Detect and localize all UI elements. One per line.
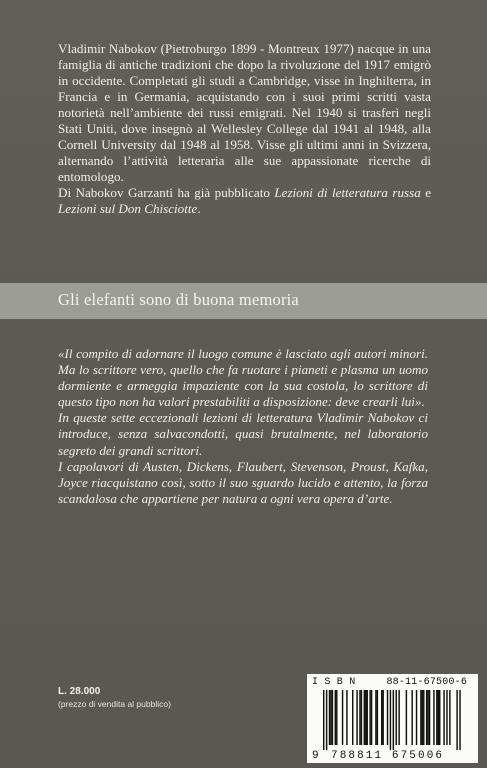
barcode-bar: [390, 690, 391, 750]
barcode-bar: [423, 690, 424, 745]
barcode-bar: [420, 690, 421, 745]
ean-first-digit: 9: [312, 750, 319, 762]
barcode-bar: [411, 690, 412, 745]
barcode-bar: [459, 690, 460, 750]
biography-text: Vladimir Nabokov (Pietroburgo 1899 - Montreux 1977) nacque in una famiglia di antiche tradizioni che dopo la rivoluzione del 1917 emigrò in occidente. Completati gli studi a Cambridge, visse in Inghilterra, in Francia e in Germania, acquistando con i suoi primi scritti vasta notorietà nell’ambiente dei russi emigrati. Nel 1940 si trasferì negli Stati Uniti, dove insegnò al Wellesley College dal 1941 al 1948, alla Cornell University dal 1948 al 1958. Visse gli ultimi anni in Svizzera, alternando l’attività letteraria alle sue appassionate ricerche di entomologo.: [58, 41, 431, 184]
isbn-number: 88-11-67500-6: [386, 677, 468, 688]
barcode-bar: [329, 690, 330, 745]
barcode-bar: [446, 690, 447, 745]
barcode-bar: [332, 690, 333, 745]
barcode-bar: [359, 690, 360, 745]
blurb-quote: «Il compito di adornare il luogo comune è lasciato agli autori minori. Ma lo scrittore vero, quello che fa ruotare i pianeti e plasma un uomo dormiente e armeggia impaziente con la sua costola, lo scrittore di questo tipo non ha valori prestabiliti a disposizione: deve crearli lui».: [58, 346, 428, 410]
barcode-bar: [335, 690, 336, 745]
barcode-bar: [356, 690, 357, 745]
barcode-bar: [367, 690, 368, 745]
barcode-bar: [439, 690, 440, 745]
barcode-bar: [375, 690, 376, 745]
barcode-bar: [456, 690, 457, 750]
ean-barcode: [323, 690, 465, 750]
barcode-bar: [393, 690, 394, 750]
garzanti-suffix: .: [197, 201, 201, 216]
barcode-bar: [436, 690, 437, 745]
barcode-bar: [416, 690, 417, 745]
garzanti-title-1: Lezioni di letteratura russa: [274, 185, 421, 200]
barcode-bar: [377, 690, 378, 745]
isbn-label: I S B N: [312, 677, 356, 688]
blurb-paragraph-3: I capolavori di Austen, Dickens, Flaubert, Stevenson, Proust, Kafka, Joyce riacquistano così, sotto il suo sguardo lucido e attento, la forza scandalosa che appartiene per natura a ogni vera opera d’arte.: [58, 458, 428, 506]
blurb-paragraph-2: In queste sette eccezionali lezioni di letteratura Vladimir Nabokov ci introduce, senza salvacondotti, quasi brutalmente, nel laboratorio segreto dei grandi scrittori.: [58, 410, 428, 458]
garzanti-prefix: Di Nabokov Garzanti ha già pubblicato: [58, 185, 275, 200]
price-note: (prezzo di vendita al pubblico): [58, 699, 171, 709]
barcode-bar: [330, 690, 331, 745]
barcode-bar: [381, 690, 382, 745]
barcode-bar: [429, 690, 430, 745]
title-band: [0, 283, 487, 319]
barcode-bar: [371, 690, 372, 745]
barcode-bar: [396, 690, 397, 745]
garzanti-title-2: Lezioni sul Don Chisciotte: [58, 201, 198, 216]
barcode-bar: [443, 690, 444, 745]
barcode-bar: [336, 690, 337, 745]
barcode-bar: [406, 690, 407, 745]
barcode-bar: [364, 690, 365, 745]
barcode-bar: [382, 690, 383, 745]
barcode-bar: [422, 690, 423, 745]
isbn-line: [312, 677, 474, 688]
book-title: Gli elefanti sono di buona memoria: [58, 290, 299, 309]
barcode-bar: [387, 690, 388, 745]
ean-digits: 788811 675006: [331, 750, 445, 762]
barcode-label: [307, 674, 478, 763]
garzanti-publications: [58, 185, 431, 217]
blurb: [58, 346, 428, 507]
barcode-bar: [352, 690, 353, 745]
barcode-bar: [323, 690, 324, 750]
barcode-bar: [365, 690, 366, 745]
author-biography: [58, 41, 431, 217]
barcode-bar: [438, 690, 439, 745]
barcode-bar: [433, 690, 434, 745]
barcode-bar: [449, 690, 450, 745]
garzanti-mid: e: [420, 185, 432, 200]
barcode-bar: [426, 690, 427, 745]
barcode-bar: [346, 690, 347, 745]
price: L. 28.000: [58, 686, 101, 697]
barcode-bar: [361, 690, 362, 745]
barcode-bar: [427, 690, 428, 745]
barcode-bar: [369, 690, 370, 745]
barcode-bar: [342, 690, 343, 745]
barcode-bar: [326, 690, 327, 750]
barcode-bar: [398, 690, 399, 745]
